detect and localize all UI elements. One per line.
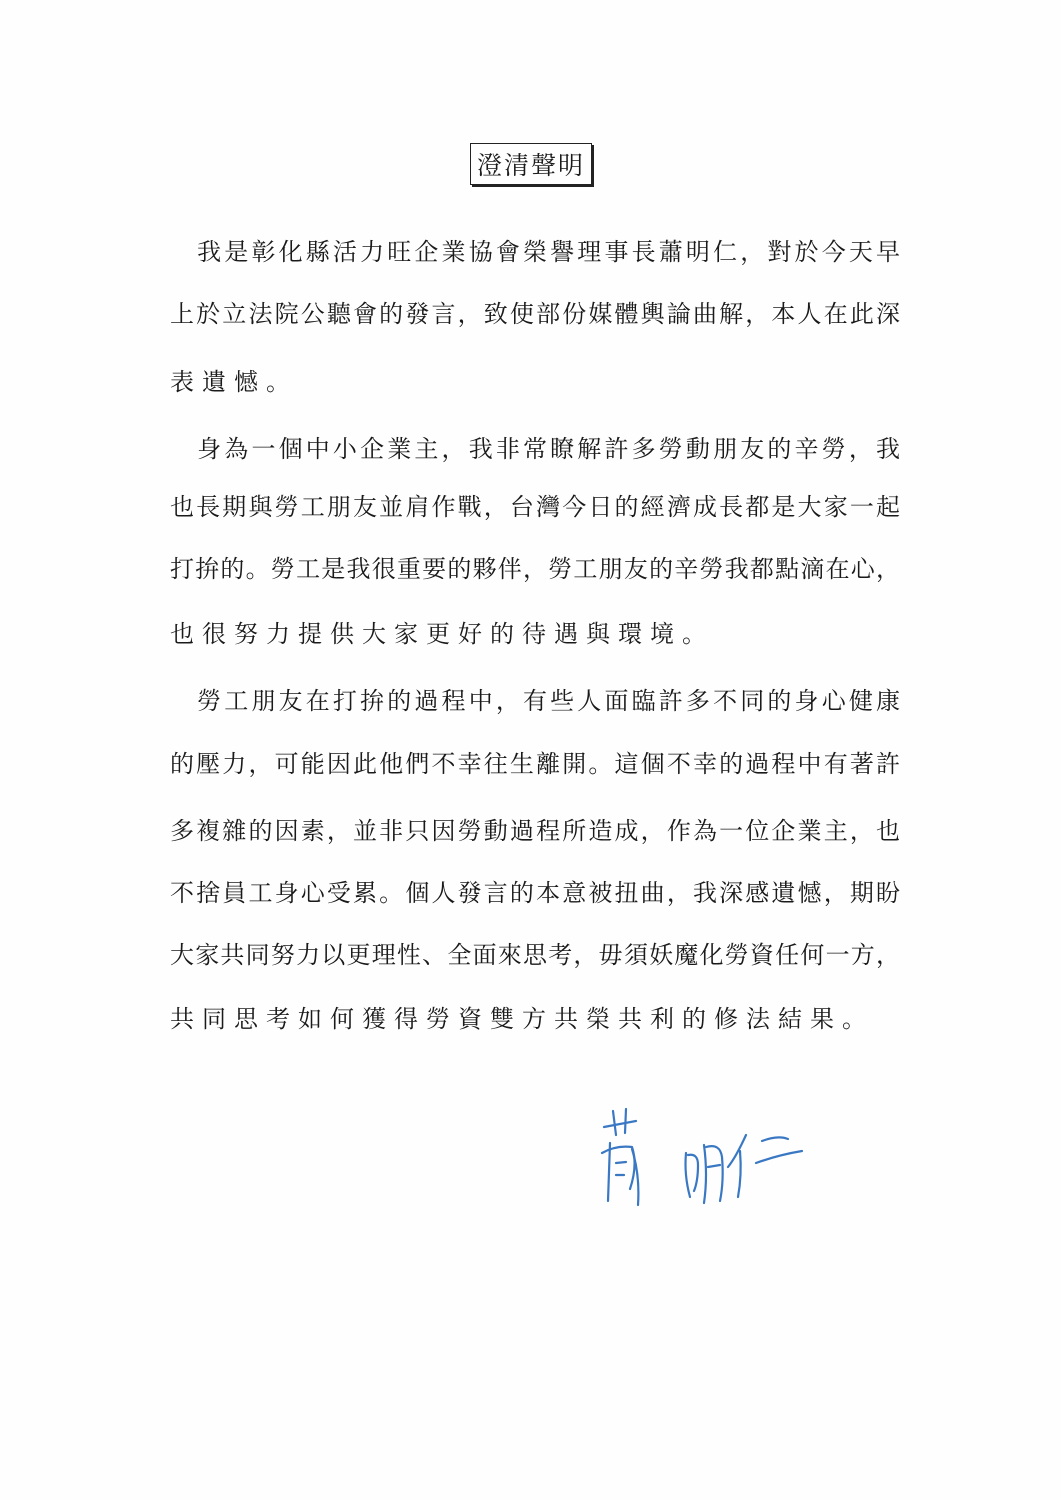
paragraph-2-line-3: 打拚的。勞工是我很重要的夥伴，勞工朋友的辛勞我都點滴在心， — [170, 555, 900, 583]
paragraph-1-line-1: 我是彰化縣活力旺企業協會榮譽理事長蕭明仁，對於今天早 — [170, 238, 900, 266]
signature-drawing — [596, 1105, 846, 1225]
paragraph-2-line-2: 也長期與勞工朋友並肩作戰，台灣今日的經濟成長都是大家一起 — [170, 493, 900, 521]
paragraph-3-line-1: 勞工朋友在打拚的過程中，有些人面臨許多不同的身心健康 — [170, 687, 900, 715]
signature — [596, 1105, 846, 1225]
document-title-box — [470, 143, 592, 185]
paragraph-1-line-3: 表遺憾。 — [170, 368, 298, 396]
paragraph-3-line-6: 共同思考如何獲得勞資雙方共榮共利的修法結果。 — [170, 1005, 874, 1033]
paragraph-3-line-4: 不捨員工身心受累。個人發言的本意被扭曲，我深感遺憾，期盼 — [170, 879, 900, 907]
paragraph-3-line-2: 的壓力，可能因此他們不幸往生離開。這個不幸的過程中有著許 — [170, 750, 900, 778]
paragraph-2-line-4: 也很努力提供大家更好的待遇與環境。 — [170, 620, 714, 648]
paragraph-1-line-2: 上於立法院公聽會的發言，致使部份媒體輿論曲解，本人在此深 — [170, 300, 900, 328]
paragraph-2-line-1: 身為一個中小企業主，我非常瞭解許多勞動朋友的辛勞，我 — [170, 435, 900, 463]
paragraph-3-line-3: 多複雜的因素，並非只因勞動過程所造成，作為一位企業主，也 — [170, 817, 900, 845]
paragraph-3-line-5: 大家共同努力以更理性、全面來思考，毋須妖魔化勞資任何一方， — [170, 941, 900, 969]
document-title: 澄清聲明 — [476, 151, 585, 180]
